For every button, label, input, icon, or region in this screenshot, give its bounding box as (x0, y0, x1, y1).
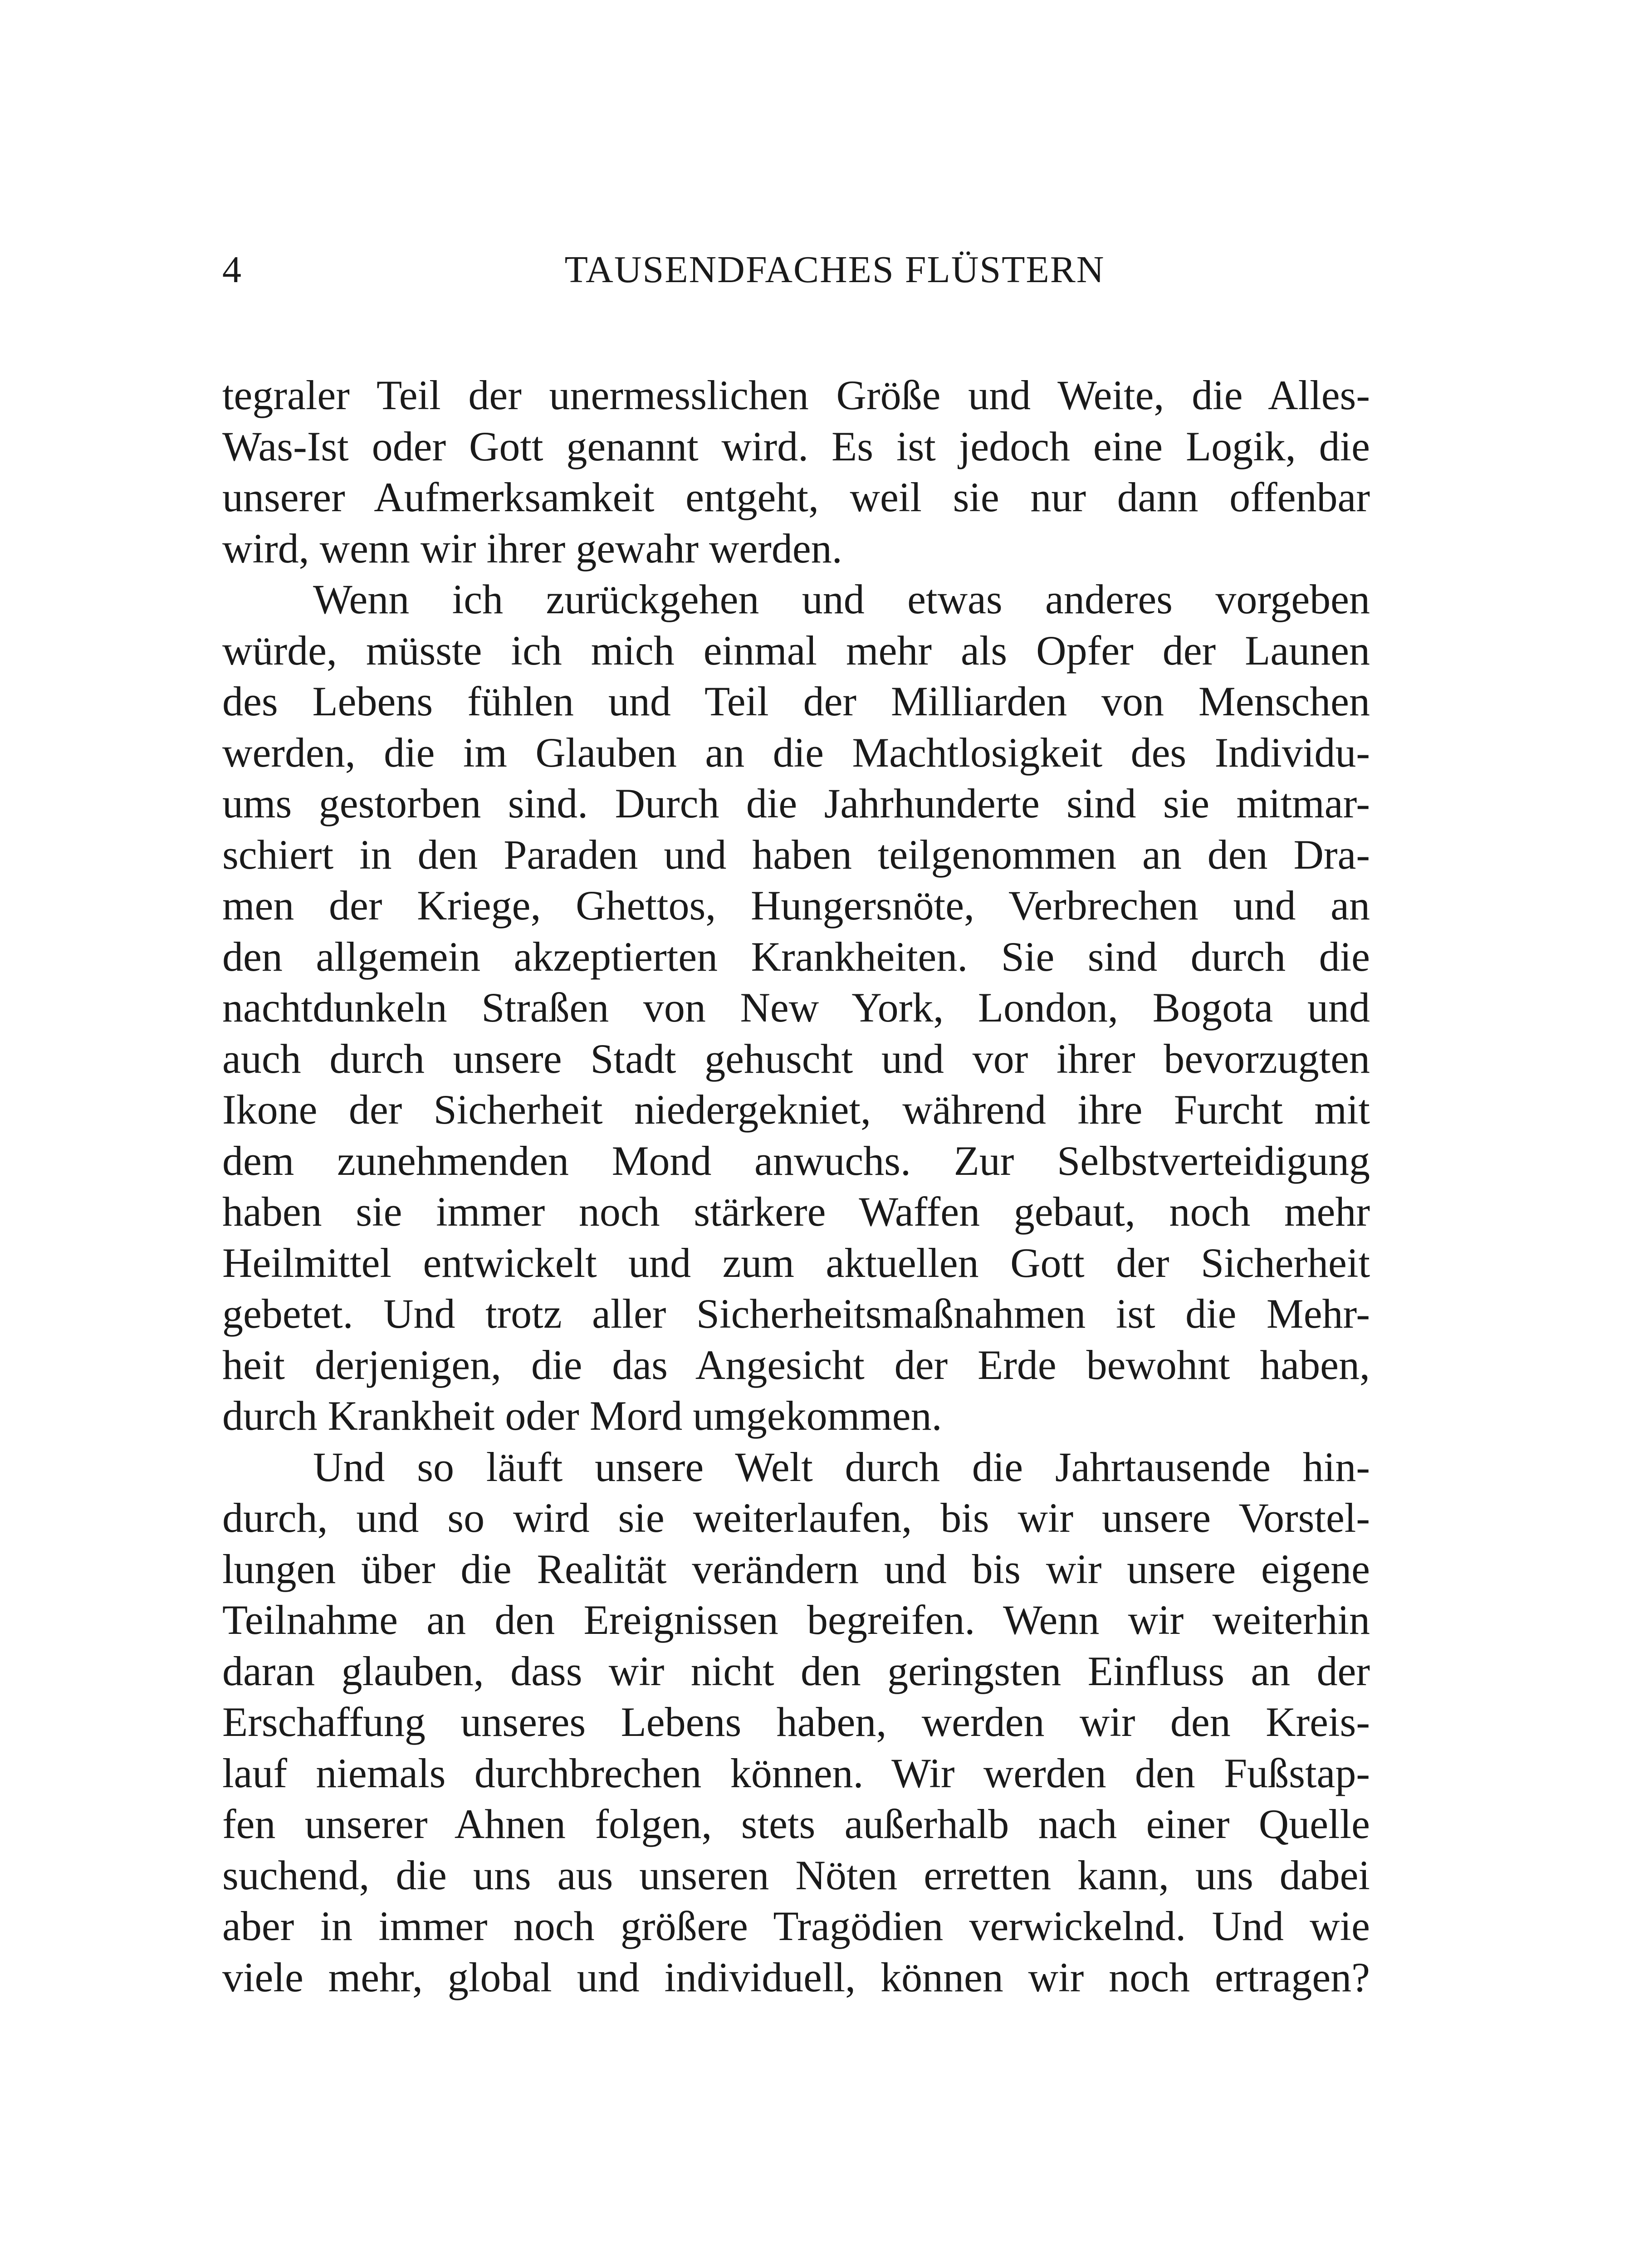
text-line: lungen über die Realität verändern und bis wir unsere eigene (222, 1545, 1370, 1592)
text-line: men der Kriege, Ghettos, Hungersnöte, Verbrechen und an (222, 882, 1370, 929)
text-line: tegraler Teil der unermesslichen Größe und Weite, die Alles- (222, 372, 1370, 418)
text-line: des Lebens fühlen und Teil der Milliarden von Menschen (222, 678, 1370, 724)
text-line: ums gestorben sind. Durch die Jahrhunderte sind sie mitmar- (222, 780, 1370, 826)
text-line: unserer Aufmerksamkeit entgeht, weil sie nur dann offenbar (222, 474, 1370, 520)
text-line: Teilnahme an den Ereignissen begreifen. Wenn wir weiterhin (222, 1597, 1370, 1643)
paragraph-1 (222, 370, 1370, 574)
text-line: suchend, die uns aus unseren Nöten erretten kann, uns dabei (222, 1852, 1370, 1898)
body-text (222, 370, 1370, 2003)
text-line: gebetet. Und trotz aller Sicherheitsmaßnahmen ist die Mehr- (222, 1290, 1370, 1337)
paragraph-3 (222, 1442, 1370, 2003)
page-number: 4 (222, 249, 241, 291)
text-line: Und so läuft unsere Welt durch die Jahrtausende hin- (313, 1443, 1370, 1490)
text-line: Wenn ich zurückgehen und etwas anderes vorgeben (313, 576, 1370, 622)
text-line: schiert in den Paraden und haben teilgenommen an den Dra- (222, 831, 1370, 878)
text-line: aber in immer noch größere Tragödien verwickelnd. Und wie (222, 1903, 1370, 1949)
text-line: lauf niemals durchbrechen können. Wir werden den Fußstap- (222, 1750, 1370, 1796)
text-line: heit derjenigen, die das Angesicht der Erde bewohnt haben, (222, 1341, 1370, 1388)
text-line: würde, müsste ich mich einmal mehr als Opfer der Launen (222, 627, 1370, 674)
running-head (222, 243, 1370, 297)
text-line: durch Krankheit oder Mord umgekommen. (222, 1393, 942, 1439)
text-line: fen unserer Ahnen folgen, stets außerhalb nach einer Quelle (222, 1801, 1370, 1847)
text-line: werden, die im Glauben an die Machtlosigkeit des Individu- (222, 729, 1370, 776)
text-line: daran glauben, dass wir nicht den geringsten Einfluss an der (222, 1647, 1370, 1694)
text-line: nachtdunkeln Straßen von New York, London, Bogota und (222, 984, 1370, 1031)
running-title: TAUSENDFACHES FLÜSTERN (564, 249, 1105, 291)
text-line: durch, und so wird sie weiterlaufen, bis wir unsere Vorstel- (222, 1495, 1370, 1541)
text-line: Heilmittel entwickelt und zum aktuellen Gott der Sicherheit (222, 1239, 1370, 1286)
text-line: wird, wenn wir ihrer gewahr werden. (222, 525, 842, 572)
text-line: dem zunehmenden Mond anwuchs. Zur Selbstverteidigung (222, 1137, 1370, 1184)
text-line: Was-Ist oder Gott genannt wird. Es ist jedoch eine Logik, die (222, 423, 1370, 469)
paragraph-2 (222, 574, 1370, 1442)
text-line: haben sie immer noch stärkere Waffen gebaut, noch mehr (222, 1188, 1370, 1235)
text-line: Erschaffung unseres Lebens haben, werden wir den Kreis- (222, 1699, 1370, 1745)
text-line: den allgemein akzeptierten Krankheiten. Sie sind durch die (222, 933, 1370, 980)
text-line: viele mehr, global und individuell, können wir noch ertragen? (222, 1954, 1370, 2000)
text-line: auch durch unsere Stadt gehuscht und vor ihrer bevorzugten (222, 1035, 1370, 1082)
text-line: Ikone der Sicherheit niedergekniet, während ihre Furcht mit (222, 1086, 1370, 1133)
